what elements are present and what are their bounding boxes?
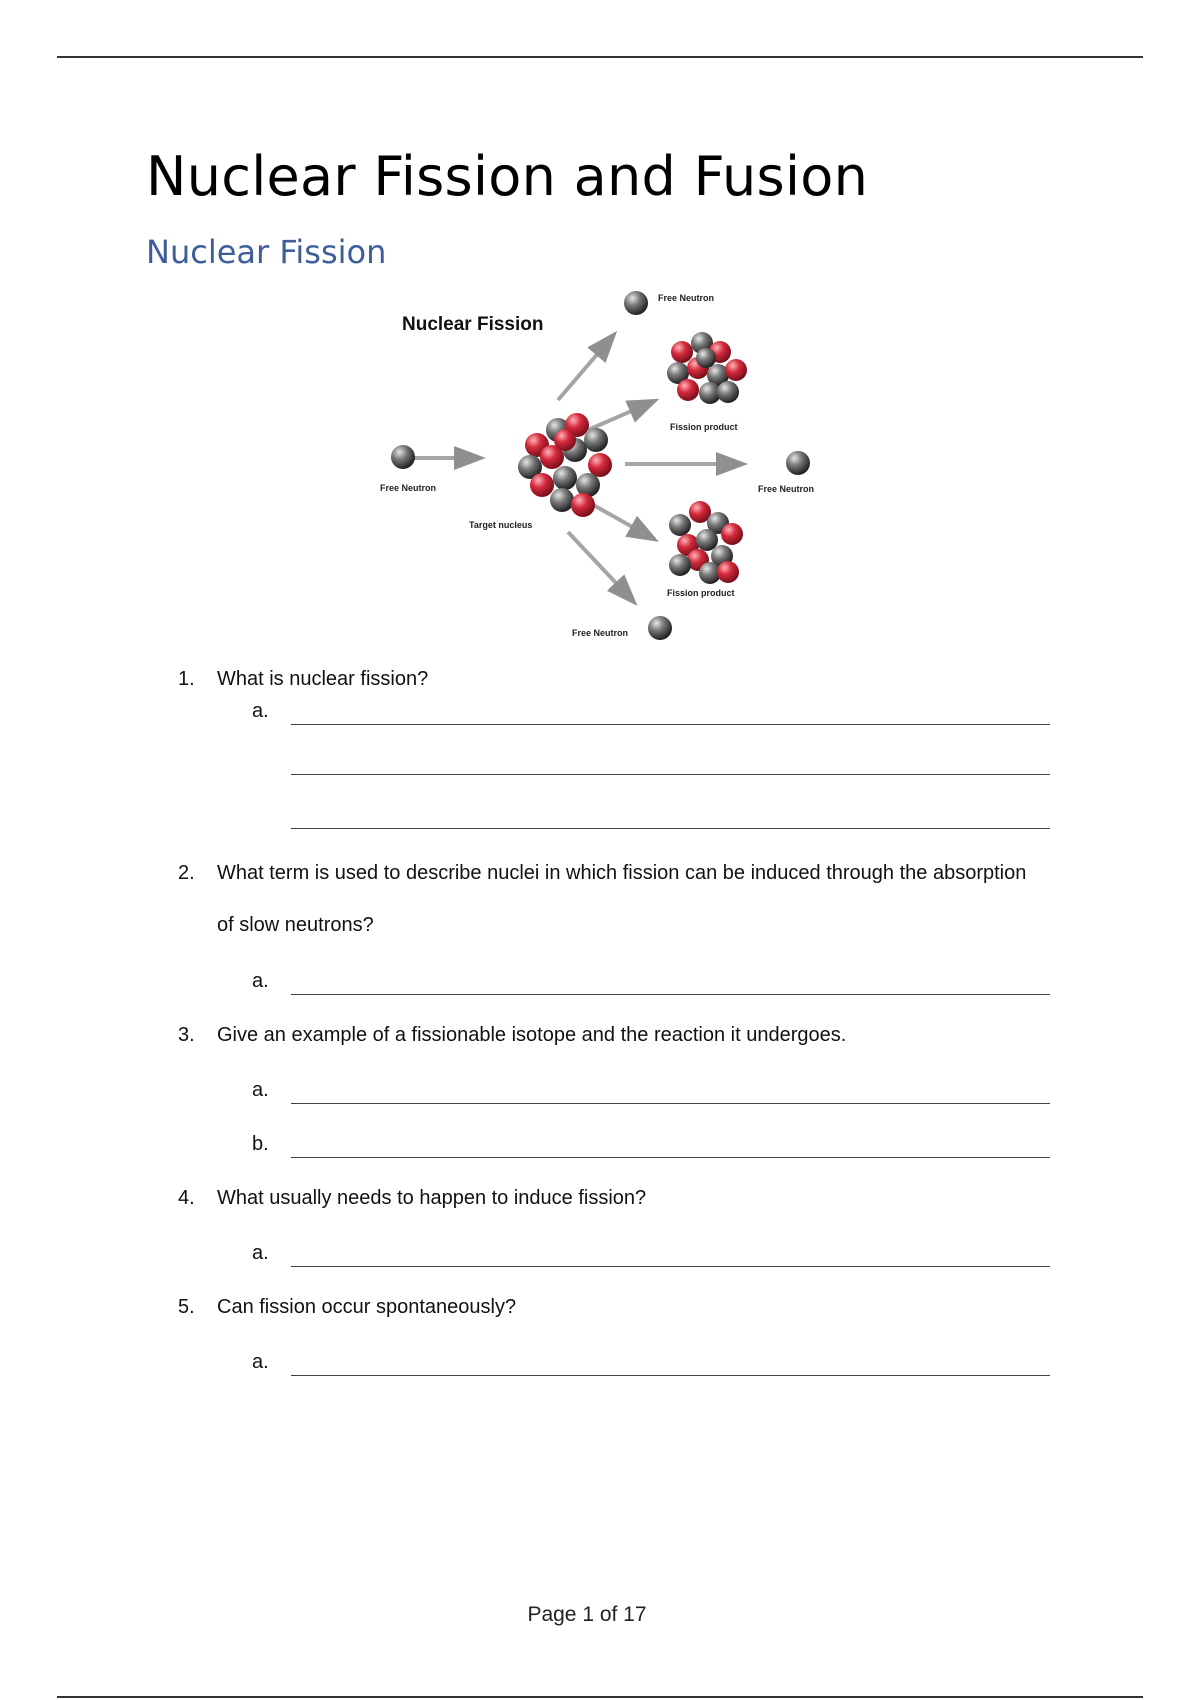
- question-text-line-1: What term is used to describe nuclei in which fission can be induced through the absorption: [217, 862, 1027, 884]
- answer-4a: [252, 1242, 1052, 1272]
- arrow-down-neutron: [568, 532, 632, 600]
- target-nucleus: [518, 413, 612, 517]
- free-neutron-bottom: [648, 616, 672, 640]
- fission-product-bottom: [669, 501, 743, 584]
- label-fission-product-top: Fission product: [670, 422, 738, 432]
- label-target-nucleus: Target nucleus: [469, 520, 533, 530]
- answer-line[interactable]: [291, 1103, 1050, 1104]
- answer-1a: [252, 700, 1052, 730]
- question-number: 5.: [178, 1296, 195, 1318]
- question-text: What usually needs to happen to induce fission?: [217, 1187, 647, 1209]
- label-free-neutron-right: Free Neutron: [758, 484, 815, 494]
- free-neutron-right: [786, 451, 810, 475]
- nuclear-fission-diagram: [370, 280, 850, 650]
- arrow-up-neutron: [558, 337, 612, 400]
- answer-label: a.: [252, 970, 269, 992]
- answer-3a: [252, 1079, 1052, 1109]
- label-fission-product-bottom: Fission product: [667, 588, 735, 598]
- answer-line[interactable]: [291, 994, 1050, 995]
- header-rule: [57, 56, 1143, 58]
- answer-5a: [252, 1351, 1052, 1381]
- answer-1-extra-line-2[interactable]: [291, 828, 1050, 829]
- answer-line[interactable]: [291, 724, 1050, 725]
- fission-product-top: [667, 332, 747, 404]
- answer-label: a.: [252, 1242, 269, 1264]
- free-neutron-incoming: [391, 445, 415, 469]
- answer-2a: [252, 970, 1052, 1000]
- figure-title: Nuclear Fission: [402, 314, 544, 335]
- answer-label: b.: [252, 1133, 269, 1155]
- question-number: 1.: [178, 668, 195, 690]
- arrow-bottom-product: [588, 502, 652, 538]
- answer-1-extra-line-1[interactable]: [291, 774, 1050, 775]
- arrow-top-product: [588, 402, 652, 430]
- answer-label: a.: [252, 700, 269, 722]
- label-free-neutron-top: Free Neutron: [658, 293, 715, 303]
- section-heading: Nuclear Fission: [146, 233, 387, 271]
- question-text: Give an example of a fissionable isotope and the reaction it undergoes.: [217, 1024, 847, 1046]
- answer-line[interactable]: [291, 1375, 1050, 1376]
- label-free-neutron-left: Free Neutron: [380, 483, 437, 493]
- answer-line[interactable]: [291, 1157, 1050, 1158]
- answer-label: a.: [252, 1079, 269, 1101]
- document-title: Nuclear Fission and Fusion: [146, 145, 869, 208]
- free-neutron-top: [624, 291, 648, 315]
- page-number: Page 1 of 17: [527, 1603, 647, 1626]
- question-text: What is nuclear fission?: [217, 668, 429, 690]
- answer-line[interactable]: [291, 1266, 1050, 1267]
- question-number: 4.: [178, 1187, 195, 1209]
- question-number: 2.: [178, 862, 195, 884]
- question-text-line-2: of slow neutrons?: [217, 914, 374, 936]
- label-free-neutron-bottom: Free Neutron: [572, 628, 629, 638]
- question-number: 3.: [178, 1024, 195, 1046]
- footer-rule: [57, 1696, 1143, 1698]
- answer-label: a.: [252, 1351, 269, 1373]
- question-text: Can fission occur spontaneously?: [217, 1296, 517, 1318]
- answer-3b: [252, 1133, 1052, 1163]
